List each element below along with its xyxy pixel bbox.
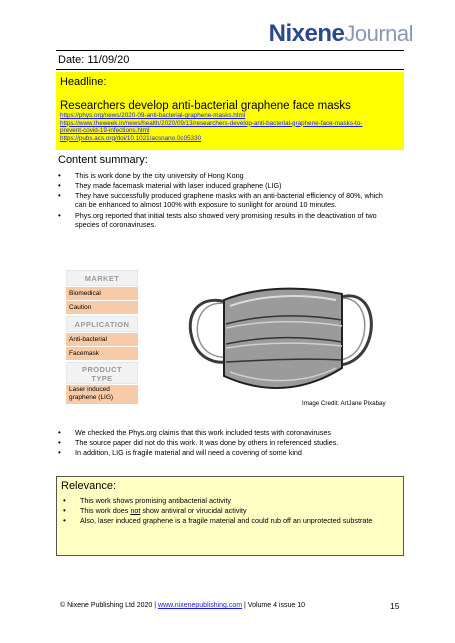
classification-tags <box>66 270 138 404</box>
relevance-box <box>56 476 404 556</box>
tag-item-line: Laser induced <box>69 386 110 393</box>
footer-volume: | Volume 4 issue 10 <box>242 602 306 609</box>
tag-heading-line: TYPE <box>91 374 113 383</box>
source-link[interactable]: https://pubs.acs.org/doi/10.1021/acsnano.0c05330 <box>60 134 202 142</box>
tag-heading-application: APPLICATION <box>66 316 138 332</box>
list-item: • Also, laser induced graphene is a fragile material and could rub off an unprotected substrate <box>61 516 399 525</box>
page-footer <box>60 602 305 609</box>
text-run: show antiviral or virucidal activity <box>140 506 247 516</box>
face-mask-illustration <box>184 280 374 398</box>
source-link[interactable]: https://phys.org/news/2020-09-anti-bacterial-graphene-masks.html <box>60 112 246 119</box>
issue-date: Date: 11/09/20 <box>58 54 130 66</box>
top-rule <box>56 50 404 51</box>
list-item: • This work shows promising antibacterial activity <box>61 496 399 505</box>
list-item: • The source paper did not do this work. It was done by others in referenced studies. <box>56 438 396 447</box>
relevance-list <box>61 496 399 525</box>
emphasis-not: not <box>130 506 141 516</box>
tag-item: Anti-bacterial <box>66 333 138 346</box>
text-run: This work does <box>80 506 131 516</box>
list-item: • Phys.org reported that initial tests also showed very promising results in the deactivation of two species of coronaviruses. <box>56 211 391 229</box>
headline-title: Researchers develop anti-bacterial graphene face masks <box>60 100 351 112</box>
source-link[interactable]: prevent-covid-19-infections.html <box>60 127 150 135</box>
footer-website-link[interactable]: www.nixenepublishing.com <box>158 602 243 609</box>
list-item: • They have successfully produced graphene masks with an anti-bacterial efficiency of 80%, which can be enhanced to almost 100% with exposure to sunlight for around 10 minutes. <box>56 191 391 209</box>
list-item: • They made facemask material with laser induced graphene (LIG) <box>56 181 391 190</box>
logo-suffix: Journal <box>344 21 413 46</box>
headline-box <box>56 72 404 150</box>
headline-label: Headline: <box>60 76 107 88</box>
tag-heading-line: PRODUCT <box>82 365 122 374</box>
source-link[interactable]: https://www.theweek.in/news/health/2020/09/13/researchers-develop-anti-bacterial-graphene-face-masks-to- <box>60 119 363 127</box>
tag-item: Biomedical <box>66 287 138 300</box>
list-item: • We checked the Phys.org claims that this work included tests with coronaviruses <box>56 428 396 437</box>
list-item: • In addition, LIG is fragile material and will need a covering of some kind <box>56 448 396 457</box>
summary-title: Content summary: <box>58 154 148 166</box>
relevance-label: Relevance: <box>61 480 117 492</box>
notes-list <box>56 428 396 458</box>
footer-copyright: © Nixene Publishing Ltd 2020 | <box>60 602 159 609</box>
list-item <box>61 506 399 515</box>
tag-heading-market: MARKET <box>66 270 138 286</box>
summary-list <box>56 171 391 230</box>
date-rule <box>56 69 404 70</box>
tag-item-line: graphene (LIG) <box>69 394 114 401</box>
tag-item <box>66 385 138 404</box>
tag-item: Facemask <box>66 347 138 360</box>
journal-logo <box>269 22 413 46</box>
page-number: 15 <box>390 601 400 611</box>
logo-brand: Nixene <box>268 20 345 47</box>
list-item: • This is work done by the city university of Hong Kong <box>56 171 391 180</box>
tag-item: Caution <box>66 301 138 314</box>
tag-heading-product-type <box>66 362 138 384</box>
image-credit: Image Credit: ArtJane Pixabay <box>302 400 386 407</box>
